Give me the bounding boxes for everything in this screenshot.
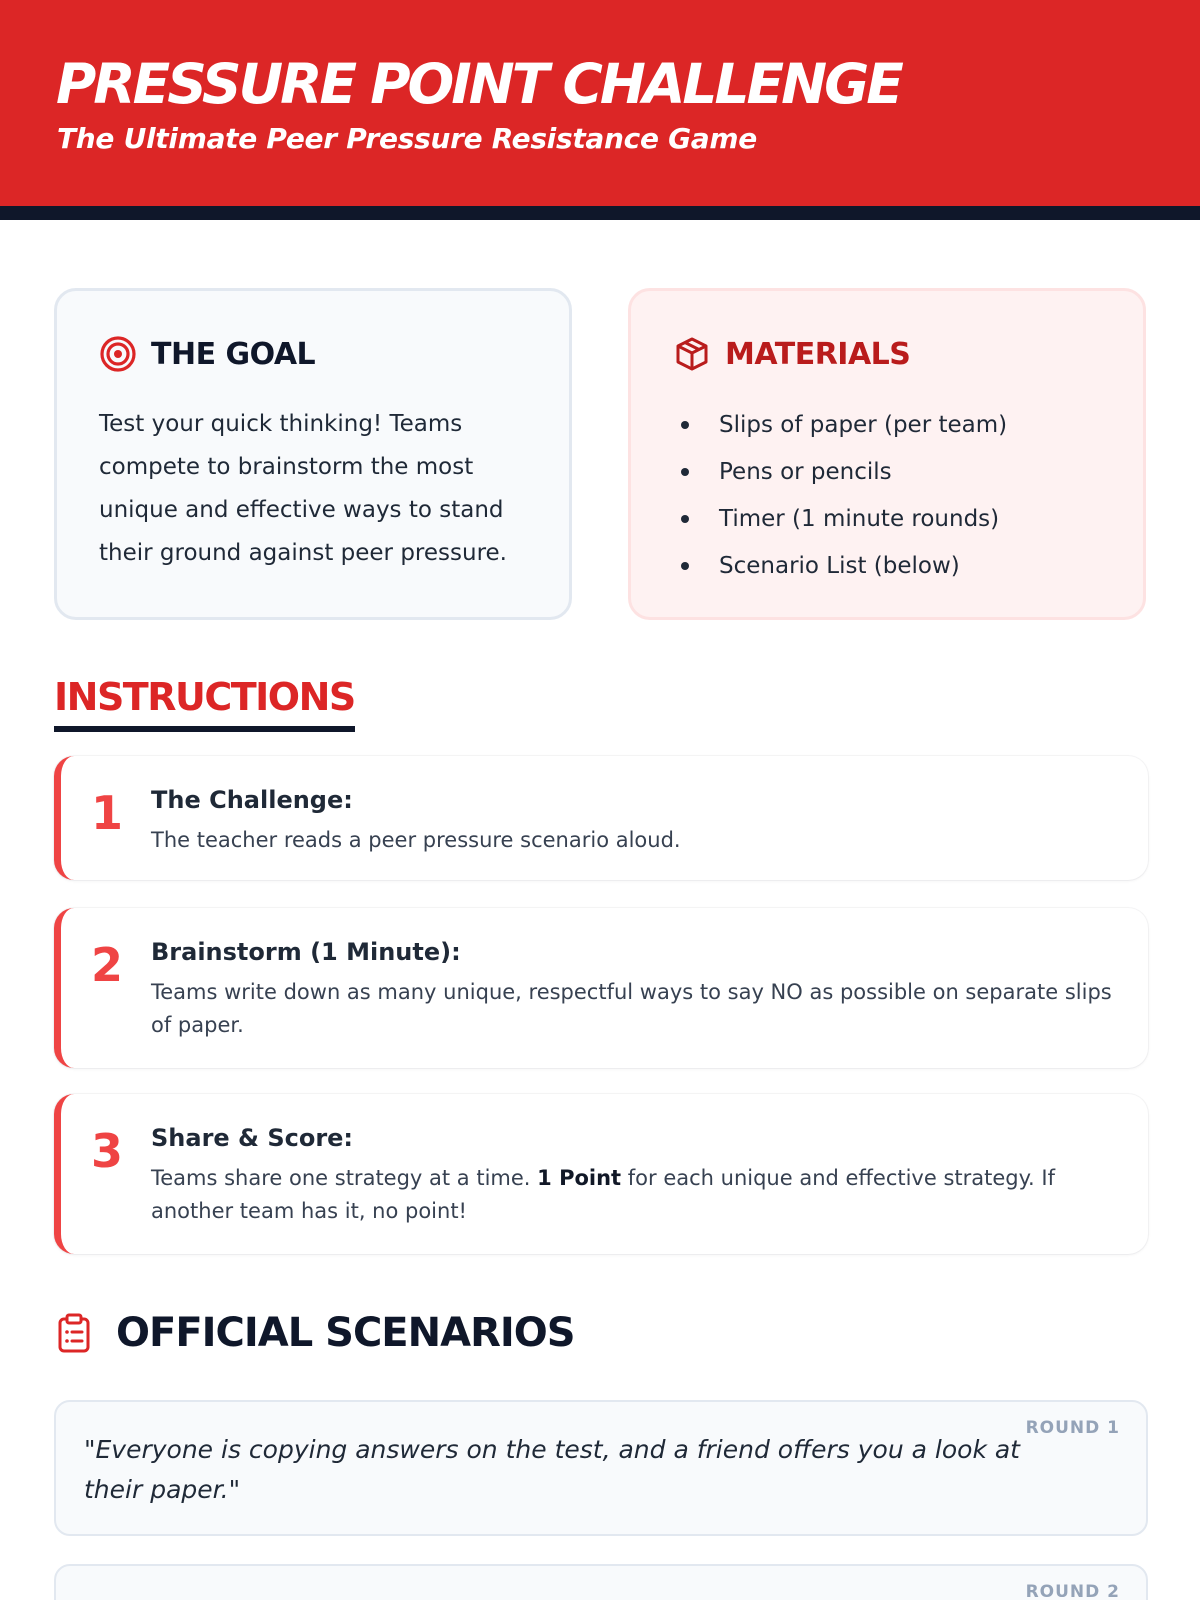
clipboard-icon — [56, 1313, 92, 1353]
page-title: PRESSURE POINT CHALLENGE — [56, 52, 901, 116]
materials-list — [673, 401, 1007, 589]
target-icon — [99, 335, 137, 373]
step-number: 1 — [91, 786, 124, 840]
bullet-icon — [681, 421, 689, 429]
list-item — [673, 448, 1007, 495]
goal-title: THE GOAL — [151, 336, 316, 372]
scenario-card-1 — [54, 1400, 1148, 1536]
materials-item-label: Scenario List (below) — [719, 552, 960, 579]
box-icon — [673, 335, 711, 373]
step-description-text: Teams share one strategy at a time. — [151, 1166, 538, 1190]
goal-card — [54, 288, 572, 620]
step-description: Teams write down as many unique, respectful ways to say NO as possible on separate slips of paper. — [151, 980, 1112, 1037]
step-description-emphasis: 1 Point — [537, 1166, 622, 1190]
instruction-step-1 — [54, 756, 1148, 880]
step-number: 2 — [91, 938, 124, 992]
goal-card-header — [99, 335, 315, 373]
step-title: Brainstorm (1 Minute): — [151, 938, 461, 966]
instruction-step-3 — [54, 1094, 1148, 1254]
list-item — [673, 542, 1007, 589]
scenario-text: "Everyone is copying answers on the test, and a friend offers you a look at their paper." — [84, 1435, 1020, 1504]
goal-description: Test your quick thinking! Teams compete to brainstorm the most unique and effective ways to stand their ground against peer pressure. — [99, 411, 507, 566]
step-title: Share & Score: — [151, 1124, 354, 1152]
scenarios-header — [56, 1310, 575, 1356]
materials-card-header — [673, 335, 910, 373]
page-subtitle: The Ultimate Peer Pressure Resistance Game — [57, 122, 757, 155]
materials-item-label: Slips of paper (per team) — [719, 411, 1008, 438]
page-header — [0, 0, 1200, 220]
materials-item-label: Pens or pencils — [719, 458, 892, 485]
step-number: 3 — [91, 1124, 124, 1178]
scenarios-title: OFFICIAL SCENARIOS — [116, 1310, 575, 1356]
scenario-card-2 — [54, 1564, 1148, 1600]
instructions-heading: INSTRUCTIONS — [54, 674, 355, 732]
step-title: The Challenge: — [151, 786, 353, 814]
step-description-text: for each unique and effective strategy. If another team has it, no point! — [151, 1166, 1055, 1223]
bullet-icon — [681, 468, 689, 476]
step-description: The teacher reads a peer pressure scenario aloud. — [151, 828, 681, 852]
materials-title: MATERIALS — [725, 336, 911, 372]
instruction-step-2 — [54, 908, 1148, 1068]
list-item — [673, 495, 1007, 542]
materials-item-label: Timer (1 minute rounds) — [719, 505, 1000, 532]
step-description — [151, 1162, 1131, 1228]
bullet-icon — [681, 515, 689, 523]
bullet-icon — [681, 562, 689, 570]
round-label: ROUND 1 — [1025, 1418, 1120, 1438]
round-label: ROUND 2 — [1025, 1582, 1120, 1600]
list-item — [673, 401, 1007, 448]
materials-card — [628, 288, 1146, 620]
